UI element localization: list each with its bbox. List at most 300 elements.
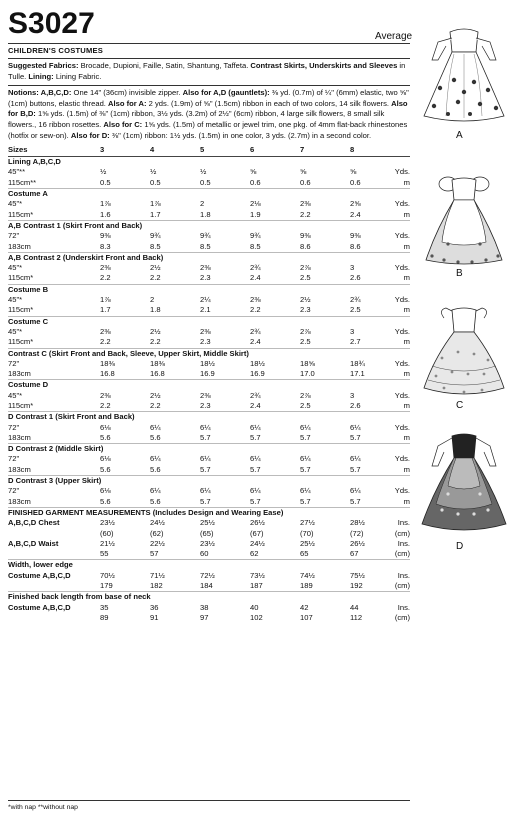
notions-label-6: Also for D: <box>70 130 110 140</box>
size-col: 6 <box>250 143 300 157</box>
size-value-cell: 57 <box>150 549 159 559</box>
size-col: 5 <box>200 143 250 157</box>
table-row <box>8 465 410 476</box>
unit-cell: Yds. <box>394 295 410 305</box>
section-row <box>8 507 410 518</box>
size-value-cell: 35 <box>100 602 109 612</box>
size-value-cell: 42 <box>300 602 309 612</box>
unit-cell: Yds. <box>394 199 410 209</box>
size-value-cell: 2.4 <box>350 209 361 219</box>
size-value-cell: 26½ <box>350 538 365 548</box>
table-row <box>8 305 410 316</box>
unit-cell: Ins. <box>397 538 410 548</box>
section-row <box>8 252 410 263</box>
view-b-illustration <box>418 164 510 268</box>
size-value-cell: 189 <box>300 581 313 591</box>
row-label <box>8 529 100 539</box>
unit-cell: m <box>403 241 410 251</box>
size-value-cell: ⅝ <box>350 167 357 177</box>
section-label: FINISHED GARMENT MEASUREMENTS (Includes Design and Wearing Ease) <box>8 507 410 518</box>
size-value-cell: 6¼ <box>300 486 311 496</box>
notions-text-3: 2 yds. (1.9m) of ⅝" (1.5cm) ribbon in each of two colors, 14 silk flowers. <box>146 98 392 108</box>
size-value-cell: (70) <box>300 528 314 538</box>
size-value-cell: 18½ <box>250 358 265 368</box>
size-value-cell: (60) <box>100 528 114 538</box>
size-value-cell: 1.8 <box>150 305 161 315</box>
size-value-cell: 6¼ <box>150 486 161 496</box>
table-row <box>8 497 410 508</box>
size-value-cell: 5.7 <box>300 432 311 442</box>
section-row <box>8 284 410 295</box>
size-value-cell: 8.5 <box>150 241 161 251</box>
unit-cell: m <box>403 432 410 442</box>
section-label: Contrast C (Skirt Front and Back, Sleeve, Upper Skirt, Middle Skirt) <box>8 348 410 359</box>
size-value-cell: 6¼ <box>250 422 261 432</box>
size-value-cell: 0.5 <box>150 177 161 187</box>
size-value-cell: 2⅜ <box>100 390 111 400</box>
size-value-cell: 21½ <box>100 538 115 548</box>
section-label: Costume C <box>8 316 410 327</box>
size-value-cell: ⅝ <box>250 167 257 177</box>
unit-cell: m <box>403 273 410 283</box>
size-value-cell: 6¼ <box>300 454 311 464</box>
unit-cell: Yds. <box>394 231 410 241</box>
size-value-cell: 2.2 <box>300 209 311 219</box>
size-value-cell: 74½ <box>300 570 315 580</box>
lining-text: Lining Fabric. <box>53 71 102 81</box>
size-value-cell: 75½ <box>350 570 365 580</box>
size-value-cell: 107 <box>300 612 313 622</box>
size-value-cell: 2¾ <box>250 263 261 273</box>
size-col: 4 <box>150 143 200 157</box>
size-value-cell: 2.3 <box>200 273 211 283</box>
size-value-cell: 17.0 <box>300 369 315 379</box>
size-value-cell: 5.6 <box>150 496 161 506</box>
section-label: Costume D <box>8 380 410 391</box>
table-row <box>8 454 410 464</box>
pattern-title: CHILDREN'S COSTUMES <box>8 46 104 55</box>
size-value-cell: 2.5 <box>300 400 311 410</box>
unit-cell: m <box>403 337 410 347</box>
size-value-cell: 2¼ <box>200 295 211 305</box>
row-label <box>8 613 100 623</box>
table-row <box>8 549 410 560</box>
notions-text-4: 1⅝ yds. (1.5m) of ⅜" (1cm) ribbon, 3½ yds. (3.2m) of 2½" (6cm) ribbon, 4 large silk flowers, 8 small silk flowers., 16 ribbon rosettes. <box>8 109 385 129</box>
size-value-cell: 2.2 <box>250 305 261 315</box>
size-value-cell: 2⅜ <box>100 263 111 273</box>
size-value-cell: 2½ <box>150 326 161 336</box>
row-label: 183cm <box>8 369 31 379</box>
row-label: 115cm* <box>8 400 34 410</box>
size-value-cell: 6¼ <box>350 454 361 464</box>
size-value-cell: 2.2 <box>150 337 161 347</box>
section-row <box>8 189 410 200</box>
size-value-cell: 6¼ <box>350 422 361 432</box>
size-value-cell: 5.6 <box>100 464 111 474</box>
size-value-cell: 2.2 <box>100 337 111 347</box>
unit-cell: m <box>403 209 410 219</box>
size-value-cell: 2⅝ <box>350 199 361 209</box>
size-value-cell: 2⅞ <box>300 326 311 336</box>
size-value-cell: 40 <box>250 602 259 612</box>
section-label: D Contrast 1 (Skirt Front and Back) <box>8 412 410 423</box>
size-value-cell: 2.5 <box>300 337 311 347</box>
size-value-cell: 2.3 <box>300 305 311 315</box>
size-value-cell: 8.5 <box>200 241 211 251</box>
row-label: 45"* <box>8 263 23 273</box>
size-value-cell: 2⅜ <box>200 326 211 336</box>
unit-cell: Yds. <box>394 486 410 496</box>
size-value-cell: 5.6 <box>150 432 161 442</box>
size-value-cell: 1⅞ <box>150 199 161 209</box>
row-label: 72" <box>8 231 20 241</box>
section-label: Costume A <box>8 189 410 200</box>
size-value-cell: 16.8 <box>100 369 115 379</box>
notions-label-5: Also for C: <box>103 119 143 129</box>
sizes-header-row <box>8 143 410 157</box>
size-value-cell: 5.6 <box>100 432 111 442</box>
size-value-cell: 2.5 <box>350 305 361 315</box>
table-row <box>8 231 410 241</box>
row-label: Costume A,B,C,D <box>8 602 71 612</box>
size-value-cell: 65 <box>300 549 309 559</box>
unit-cell: Yds. <box>394 454 410 464</box>
size-value-cell: 3 <box>350 263 355 273</box>
row-label: 72" <box>8 422 20 432</box>
footer-rule <box>8 800 410 801</box>
row-label: 115cm* <box>8 209 34 219</box>
size-value-cell: 2⅜ <box>300 199 311 209</box>
unit-cell: Ins. <box>397 602 410 612</box>
table-row <box>8 529 410 539</box>
size-value-cell: 112 <box>350 612 363 622</box>
size-value-cell: 55 <box>100 549 109 559</box>
section-label: D Contrast 2 (Middle Skirt) <box>8 444 410 455</box>
size-value-cell: 5.7 <box>300 496 311 506</box>
fabrics-rule <box>8 85 410 86</box>
size-value-cell: 6¼ <box>350 486 361 496</box>
unit-cell: (cm) <box>394 549 410 559</box>
size-value-cell: 6¼ <box>200 486 211 496</box>
notions-text-2: ⅜ yd. (0.7m) of ¼" (6mm) elastic, two ⅝" (1cm) buttons, elastic thread. <box>8 88 409 108</box>
header-rule <box>8 43 410 44</box>
table-row <box>8 401 410 412</box>
size-value-cell: 2.4 <box>250 337 261 347</box>
size-value-cell: 184 <box>200 581 213 591</box>
size-value-cell: ½ <box>200 167 207 177</box>
section-row <box>8 220 410 231</box>
size-value-cell: 2⅞ <box>300 263 311 273</box>
size-value-cell: 18⅝ <box>300 358 315 368</box>
unit-cell: Yds. <box>394 263 410 273</box>
size-value-cell: 2½ <box>300 295 311 305</box>
size-value-cell: 2.6 <box>350 400 361 410</box>
unit-cell: m <box>403 464 410 474</box>
size-value-cell: 1.7 <box>100 305 111 315</box>
size-value-cell: 9¾ <box>200 231 211 241</box>
size-value-cell: 8.6 <box>350 241 361 251</box>
size-value-cell: 5.6 <box>100 496 111 506</box>
unit-cell: Yds. <box>394 167 410 177</box>
view-label-a: A <box>456 130 463 141</box>
table-row <box>8 295 410 305</box>
size-value-cell: 1.9 <box>250 209 261 219</box>
size-value-cell: 22½ <box>150 538 165 548</box>
size-value-cell: ½ <box>150 167 157 177</box>
size-value-cell: 44 <box>350 602 359 612</box>
row-label: A,B,C,D Waist <box>8 538 59 548</box>
unit-cell: Ins. <box>397 570 410 580</box>
size-value-cell: 182 <box>150 581 163 591</box>
view-label-d: D <box>456 541 464 552</box>
size-value-cell: 5.7 <box>300 464 311 474</box>
size-value-cell: 5.6 <box>150 464 161 474</box>
size-value-cell: 2 <box>150 295 155 305</box>
size-value-cell: 6⅛ <box>100 454 111 464</box>
size-value-cell: 8.6 <box>300 241 311 251</box>
row-label: 183cm <box>8 496 31 506</box>
table-row <box>8 178 410 189</box>
size-value-cell: 9⅜ <box>100 231 111 241</box>
table-row <box>8 571 410 581</box>
footnote: *with nap **without nap <box>8 804 78 811</box>
table-row <box>8 337 410 348</box>
notions-label-3: Also for A: <box>108 98 147 108</box>
row-label: 115cm* <box>8 273 34 283</box>
table-row <box>8 603 410 613</box>
section-label: Finished back length from base of neck <box>8 592 410 603</box>
size-value-cell: 2.6 <box>350 273 361 283</box>
size-value-cell: 91 <box>150 612 159 622</box>
table-row <box>8 518 410 528</box>
row-label <box>8 549 100 560</box>
size-value-cell: 2⅜ <box>200 390 211 400</box>
table-row <box>8 613 410 623</box>
section-row <box>8 157 410 168</box>
size-col: 7 <box>300 143 350 157</box>
section-label: A,B Contrast 2 (Underskirt Front and Back) <box>8 252 410 263</box>
size-value-cell: (67) <box>250 528 264 538</box>
table-row <box>8 327 410 337</box>
notions <box>8 88 410 141</box>
size-value-cell: (62) <box>150 528 164 538</box>
unit-cell: m <box>403 177 410 187</box>
row-label: 45"** <box>8 167 26 177</box>
size-value-cell: 5.7 <box>350 496 361 506</box>
size-value-cell: 8.5 <box>250 241 261 251</box>
view-c-illustration <box>418 296 510 400</box>
size-value-cell: 9¾ <box>150 231 161 241</box>
unit-cell: (cm) <box>394 528 410 538</box>
size-range: Average <box>375 31 413 42</box>
size-value-cell: 0.5 <box>200 177 211 187</box>
size-value-cell: 23½ <box>100 518 115 528</box>
table-row <box>8 210 410 221</box>
size-value-cell: 5.7 <box>350 464 361 474</box>
size-value-cell: 2.2 <box>100 400 111 410</box>
size-value-cell: 67 <box>350 549 359 559</box>
contrast-text: in Tulle. <box>8 61 406 81</box>
row-label: 115cm** <box>8 177 37 187</box>
unit-col-header <box>384 143 410 157</box>
notions-label-2: Also for A,D (gauntlets): <box>182 88 270 98</box>
table-row <box>8 581 410 592</box>
size-value-cell: 9⅜ <box>350 231 361 241</box>
table-row <box>8 423 410 433</box>
size-value-cell: 2⅜ <box>250 295 261 305</box>
size-value-cell: 9⅜ <box>300 231 311 241</box>
size-value-cell: 3 <box>350 326 355 336</box>
size-value-cell: 2.2 <box>150 273 161 283</box>
section-row <box>8 560 410 571</box>
size-value-cell: 1⅞ <box>100 295 111 305</box>
row-label: 72" <box>8 486 20 496</box>
size-value-cell: 24½ <box>250 538 265 548</box>
size-value-cell: 2.3 <box>200 400 211 410</box>
size-value-cell: 2.2 <box>100 273 111 283</box>
size-col: 8 <box>350 143 384 157</box>
unit-cell: Yds. <box>394 390 410 400</box>
row-label: 45"* <box>8 199 23 209</box>
unit-cell: m <box>403 496 410 506</box>
size-value-cell: 1⅞ <box>100 199 111 209</box>
size-value-cell: 6⅛ <box>100 422 111 432</box>
section-label: Lining A,B,C,D <box>8 157 61 167</box>
row-label: 183cm <box>8 464 31 474</box>
unit-cell: Ins. <box>397 518 410 528</box>
size-value-cell: 6¼ <box>300 422 311 432</box>
size-value-cell: 0.5 <box>100 177 111 187</box>
size-value-cell: 16.9 <box>200 369 215 379</box>
row-label: 72" <box>8 358 20 368</box>
row-label: A,B,C,D Chest <box>8 518 60 528</box>
row-label: 183cm <box>8 241 31 251</box>
notions-text-6: ⅜" (1cm) ribbon: 1½ yds. (1.5m) in one color, 3 yds. (2.7m) in a second color. <box>109 130 372 140</box>
size-value-cell: 0.6 <box>350 177 361 187</box>
size-value-cell: 36 <box>150 602 159 612</box>
size-value-cell: 73½ <box>250 570 265 580</box>
size-value-cell: 89 <box>100 612 109 622</box>
size-value-cell: 9¾ <box>250 231 261 241</box>
sizes-label: Sizes <box>8 143 100 157</box>
size-value-cell: 62 <box>250 549 259 559</box>
section-row <box>8 316 410 327</box>
table-row <box>8 199 410 209</box>
notions-label: Notions: A,B,C,D: <box>8 88 72 98</box>
section-label: Width, lower edge <box>8 560 410 571</box>
size-value-cell: 23½ <box>200 538 215 548</box>
section-row <box>8 444 410 455</box>
size-value-cell: 2.5 <box>300 273 311 283</box>
size-value-cell: 27½ <box>300 518 315 528</box>
table-row <box>8 433 410 444</box>
row-label: 45"* <box>8 295 23 305</box>
size-value-cell: 179 <box>100 581 113 591</box>
size-value-cell: 38 <box>200 602 209 612</box>
size-value-cell: 6¼ <box>250 486 261 496</box>
section-label: A,B Contrast 1 (Skirt Front and Back) <box>8 220 410 231</box>
title-rule <box>8 58 410 59</box>
table-row <box>8 167 410 177</box>
size-value-cell: 28½ <box>350 518 365 528</box>
size-value-cell: 0.6 <box>300 177 311 187</box>
table-row <box>8 242 410 253</box>
size-value-cell: 2⅞ <box>300 390 311 400</box>
table-row <box>8 391 410 401</box>
view-a-illustration <box>418 18 510 124</box>
size-value-cell: 5.7 <box>250 432 261 442</box>
size-value-cell: 70½ <box>100 570 115 580</box>
size-value-cell: 5.7 <box>200 464 211 474</box>
size-value-cell: 2.3 <box>200 337 211 347</box>
size-value-cell: 6¼ <box>150 454 161 464</box>
size-value-cell: 6¼ <box>200 422 211 432</box>
dress-b-drawing <box>418 164 510 268</box>
size-value-cell: 2 <box>200 199 205 209</box>
unit-cell: (cm) <box>394 581 410 591</box>
section-row <box>8 592 410 603</box>
row-label <box>8 581 100 592</box>
yardage-table <box>8 143 410 623</box>
size-value-cell: 5.7 <box>200 496 211 506</box>
section-row <box>8 476 410 487</box>
size-value-cell: 6¼ <box>250 454 261 464</box>
section-row <box>8 412 410 423</box>
view-label-b: B <box>456 268 463 279</box>
size-value-cell: 2¾ <box>250 390 261 400</box>
size-value-cell: 2.4 <box>250 400 261 410</box>
row-label: Costume A,B,C,D <box>8 570 71 580</box>
size-value-cell: 5.7 <box>250 496 261 506</box>
size-value-cell: 18¾ <box>350 358 365 368</box>
size-value-cell: 97 <box>200 612 209 622</box>
size-value-cell: 2.1 <box>200 305 211 315</box>
unit-cell: (cm) <box>394 612 410 622</box>
size-value-cell: 18½ <box>200 358 215 368</box>
size-value-cell: 26½ <box>250 518 265 528</box>
size-value-cell: 16.9 <box>250 369 265 379</box>
size-value-cell: 25½ <box>200 518 215 528</box>
table-row <box>8 486 410 496</box>
notions-text-1: One 14" (36cm) invisible zipper. <box>71 88 183 98</box>
table-row <box>8 539 410 549</box>
size-value-cell: 2½ <box>150 263 161 273</box>
size-value-cell: 16.8 <box>150 369 165 379</box>
row-label: 115cm* <box>8 337 34 347</box>
size-value-cell: 2⅜ <box>100 326 111 336</box>
notions-label-4: Also for B,D: <box>8 98 408 119</box>
size-value-cell: 6¼ <box>150 422 161 432</box>
size-value-cell: ½ <box>100 167 107 177</box>
size-col: 3 <box>100 143 150 157</box>
row-label: 115cm* <box>8 305 34 315</box>
size-value-cell: 17.1 <box>350 369 365 379</box>
size-value-cell: 2.2 <box>150 400 161 410</box>
notions-text-5: 1⅝ yds. (1.5m) of metallic or jewel trim, one pkg. of 4mm flat-back rhinestones (hotfix or sew-on). <box>8 119 408 140</box>
section-label: D Contrast 3 (Upper Skirt) <box>8 476 410 487</box>
lining-label: Lining: <box>28 71 54 81</box>
size-value-cell: 60 <box>200 549 209 559</box>
size-value-cell: 18⅜ <box>150 358 165 368</box>
view-d-illustration <box>418 424 510 536</box>
size-value-cell: 2½ <box>150 390 161 400</box>
row-label: 45"* <box>8 390 23 400</box>
size-value-cell: 3 <box>350 390 355 400</box>
size-value-cell: (72) <box>350 528 364 538</box>
pattern-code: S3027 <box>8 7 95 40</box>
fabrics-label: Suggested Fabrics: <box>8 61 79 70</box>
unit-cell: Yds. <box>394 358 410 368</box>
